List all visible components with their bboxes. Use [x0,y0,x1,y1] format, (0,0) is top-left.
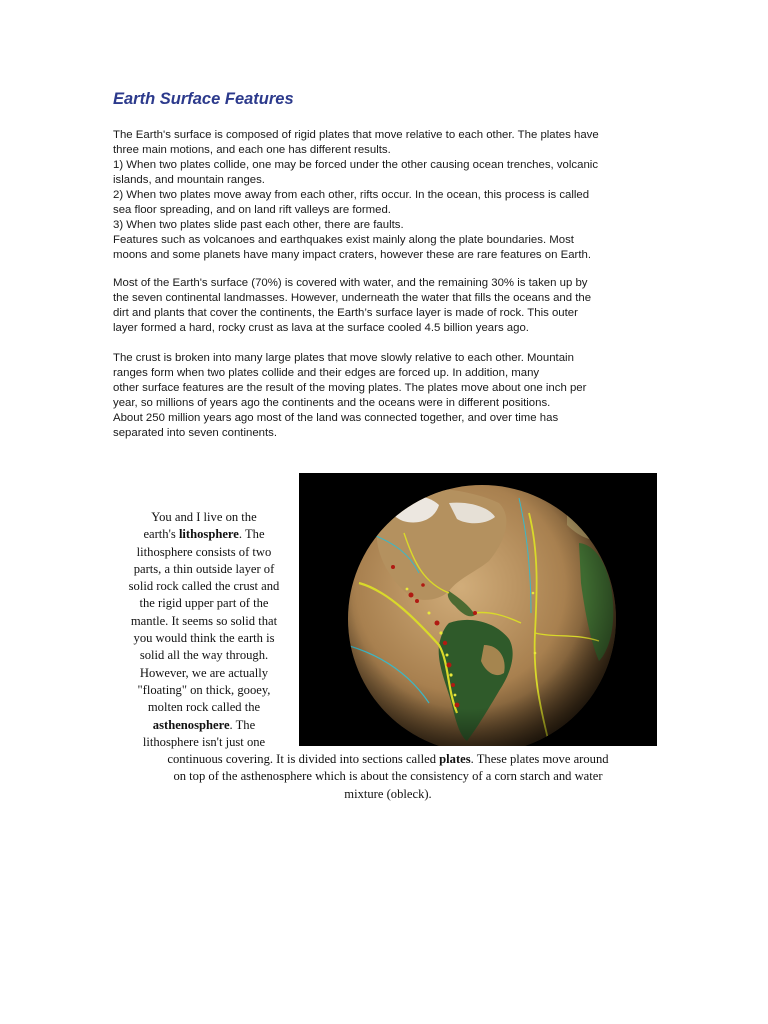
text-line: You and I live on the [151,510,257,524]
text-line: on top of the asthenosphere which is about the consistency of a corn starch and water [173,769,603,784]
text-line: About 250 million years ago most of the land was connected together, and over time has [113,412,559,424]
text-line [113,526,295,543]
lithosphere-term: lithosphere [178,527,239,542]
text-line: mantle. It seems so solid that [130,613,278,628]
text-line: lithosphere isn't just one [142,734,266,749]
text-line: Features such as volcanoes and earthquakes exist mainly along the plate boundaries. Most [113,234,574,246]
text-run: . The [229,717,256,732]
text-line: you would think the earth is [133,631,275,646]
text-run: earth's [143,527,179,542]
text-line: islands, and mountain ranges. [113,174,265,186]
text-line: the seven continental landmasses. However, underneath the water that fills the oceans and the [113,292,592,304]
text-run: continuous covering. It is divided into sections called [167,752,440,766]
text-line: separated into seven continents. [113,427,278,439]
text-line: 3) When two plates slide past each other, there are faults. [113,219,404,231]
text-line [108,751,668,768]
text-line: the rigid upper part of the [139,596,269,611]
plates-text [108,751,668,803]
text-line: parts, a thin outside layer of [133,561,275,576]
globe-image [299,473,657,746]
text-line: lithosphere consists of two [136,544,272,559]
globe-plate-boundaries-icon [299,473,657,746]
text-line: However, we are actually [139,665,269,680]
text-line: Most of the Earth's surface (70%) is covered with water, and the remaining 30% is taken up by [113,277,588,289]
text-line: solid rock called the crust and [128,579,280,594]
text-line: layer formed a hard, rocky crust as lava at the surface cooled 4.5 billion years ago. [113,322,529,334]
text-line: 2) When two plates move away from each other, rifts occur. In the ocean, this process is called [113,189,590,201]
lithosphere-text [113,509,295,751]
text-line: ranges form when two plates collide and their edges are forced up. In addition, many [113,367,540,379]
text-line: solid all the way through. [139,648,269,663]
plates-term: plates [439,752,471,766]
crust-plates-paragraph [113,351,653,441]
text-line: other surface features are the result of the moving plates. The plates move about one inch per [113,382,587,394]
text-line: mixture (obleck). [344,786,432,801]
intro-paragraph [113,128,653,263]
text-line: sea floor spreading, and on land rift valleys are formed. [113,204,391,216]
page-title: Earth Surface Features [113,90,294,108]
text-line: 1) When two plates collide, one may be forced under the other causing ocean trenches, volcanic [113,159,599,171]
text-line: three main motions, and each one has different results. [113,144,391,156]
text-line: year, so millions of years ago the continents and the oceans were in different positions. [113,397,551,409]
text-run: . These plates move around [470,752,609,766]
surface-water-paragraph [113,276,653,336]
asthenosphere-term: asthenosphere [152,717,230,732]
text-line: dirt and plants that cover the continents, the Earth’s surface layer is made of rock. This outer [113,307,578,319]
text-line: moons and some planets have many impact craters, however these are rare features on Earth. [113,249,592,261]
text-line: "floating" on thick, gooey, [137,682,271,697]
text-line: The crust is broken into many large plates that move slowly relative to each other. Mountain [113,352,574,364]
text-line [113,717,295,734]
text-run: . The [238,527,265,542]
text-line: The Earth's surface is composed of rigid plates that move relative to each other. The plates have [113,129,599,141]
text-line: molten rock called the [147,700,261,715]
